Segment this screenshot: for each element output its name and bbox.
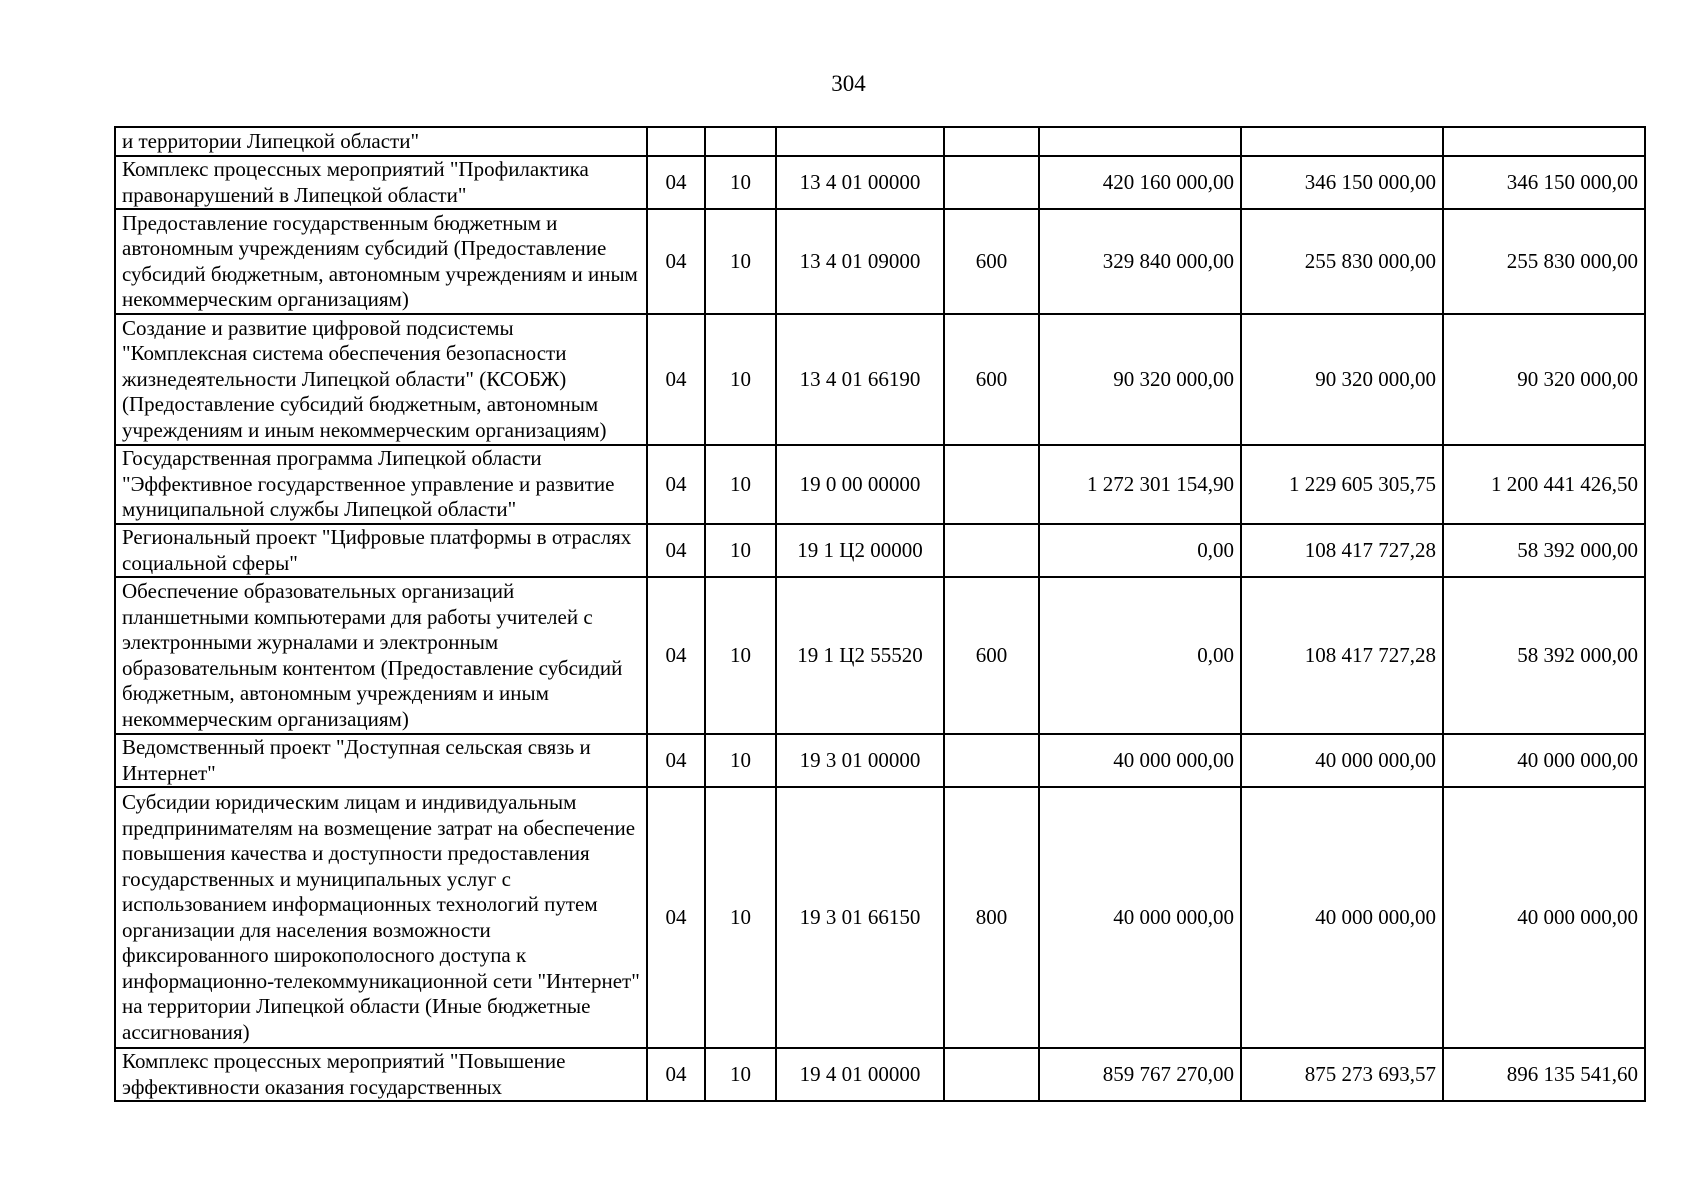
amount-year-1: 0,00 [1039,524,1241,577]
amount-year-3 [1443,127,1645,156]
subsection-code: 10 [705,156,776,209]
expense-type-code [944,156,1039,209]
amount-year-3: 346 150 000,00 [1443,156,1645,209]
row-name: Региональный проект "Цифровые платформы в отраслях социальной сферы" [115,524,647,577]
row-name: и территории Липецкой области" [115,127,647,156]
amount-year-2 [1241,127,1443,156]
amount-year-2: 40 000 000,00 [1241,787,1443,1048]
table-row [115,209,1645,314]
amount-year-1: 1 272 301 154,90 [1039,445,1241,524]
row-name: Комплекс процессных мероприятий "Повышение эффективности оказания государственных [115,1048,647,1101]
row-name: Обеспечение образовательных организаций планшетными компьютерами для работы учителей с электронными журналами и электронным образовательным контентом (Предоставление субсидий бюджетным, автономным учреждениям и иным некоммерческим организациям) [115,577,647,734]
section-code: 04 [647,524,705,577]
amount-year-1: 420 160 000,00 [1039,156,1241,209]
amount-year-1: 40 000 000,00 [1039,734,1241,787]
section-code: 04 [647,787,705,1048]
target-article-code: 19 1 Ц2 55520 [776,577,944,734]
table-row [115,314,1645,445]
expense-type-code [944,524,1039,577]
amount-year-3: 58 392 000,00 [1443,577,1645,734]
section-code [647,127,705,156]
amount-year-3: 90 320 000,00 [1443,314,1645,445]
subsection-code: 10 [705,577,776,734]
target-article-code: 19 3 01 66150 [776,787,944,1048]
amount-year-1: 329 840 000,00 [1039,209,1241,314]
target-article-code: 13 4 01 00000 [776,156,944,209]
subsection-code: 10 [705,787,776,1048]
amount-year-1: 40 000 000,00 [1039,787,1241,1048]
amount-year-3: 40 000 000,00 [1443,734,1645,787]
table-row [115,577,1645,734]
subsection-code [705,127,776,156]
table-row [115,156,1645,209]
amount-year-2: 255 830 000,00 [1241,209,1443,314]
budget-table [114,126,1646,1102]
section-code: 04 [647,156,705,209]
table-row [115,787,1645,1048]
amount-year-2: 40 000 000,00 [1241,734,1443,787]
target-article-code: 19 3 01 00000 [776,734,944,787]
amount-year-3: 58 392 000,00 [1443,524,1645,577]
expense-type-code [944,445,1039,524]
amount-year-3: 40 000 000,00 [1443,787,1645,1048]
amount-year-2: 1 229 605 305,75 [1241,445,1443,524]
expense-type-code: 600 [944,577,1039,734]
expense-type-code: 600 [944,209,1039,314]
amount-year-1: 859 767 270,00 [1039,1048,1241,1101]
amount-year-1: 0,00 [1039,577,1241,734]
section-code: 04 [647,314,705,445]
expense-type-code: 800 [944,787,1039,1048]
section-code: 04 [647,734,705,787]
target-article-code: 19 1 Ц2 00000 [776,524,944,577]
expense-type-code [944,1048,1039,1101]
target-article-code: 19 0 00 00000 [776,445,944,524]
amount-year-1 [1039,127,1241,156]
table-row [115,445,1645,524]
row-name: Комплекс процессных мероприятий "Профилактика правонарушений в Липецкой области" [115,156,647,209]
target-article-code: 19 4 01 00000 [776,1048,944,1101]
amount-year-2: 90 320 000,00 [1241,314,1443,445]
target-article-code: 13 4 01 66190 [776,314,944,445]
table-row [115,127,1645,156]
subsection-code: 10 [705,314,776,445]
section-code: 04 [647,445,705,524]
amount-year-3: 255 830 000,00 [1443,209,1645,314]
page-number: 304 [831,71,866,96]
subsection-code: 10 [705,445,776,524]
amount-year-3: 1 200 441 426,50 [1443,445,1645,524]
section-code: 04 [647,209,705,314]
row-name: Ведомственный проект "Доступная сельская связь и Интернет" [115,734,647,787]
table-row [115,1048,1645,1101]
section-code: 04 [647,577,705,734]
row-name: Создание и развитие цифровой подсистемы "Комплексная система обеспечения безопасности жизнедеятельности Липецкой области" (КСОБЖ) (Предоставление субсидий бюджетным, автономным учреждениям и иным некоммерческим организациям) [115,314,647,445]
expense-type-code [944,734,1039,787]
subsection-code: 10 [705,209,776,314]
subsection-code: 10 [705,1048,776,1101]
amount-year-2: 875 273 693,57 [1241,1048,1443,1101]
subsection-code: 10 [705,734,776,787]
amount-year-1: 90 320 000,00 [1039,314,1241,445]
amount-year-2: 108 417 727,28 [1241,577,1443,734]
section-code: 04 [647,1048,705,1101]
table-row [115,524,1645,577]
amount-year-3: 896 135 541,60 [1443,1048,1645,1101]
expense-type-code [944,127,1039,156]
target-article-code: 13 4 01 09000 [776,209,944,314]
row-name: Субсидии юридическим лицам и индивидуальным предпринимателям на возмещение затрат на обеспечение повышения качества и доступности предоставления государственных и муниципальных услуг с использованием информационных технологий путем организации для населения возможности фиксированного широкополосного доступа к информационно-телекоммуникационной сети "Интернет" на территории Липецкой области (Иные бюджетные ассигнования) [115,787,647,1048]
expense-type-code: 600 [944,314,1039,445]
amount-year-2: 346 150 000,00 [1241,156,1443,209]
row-name: Предоставление государственным бюджетным и автономным учреждениям субсидий (Предоставление субсидий бюджетным, автономным учреждениям и иным некоммерческим организациям) [115,209,647,314]
table-row [115,734,1645,787]
target-article-code [776,127,944,156]
amount-year-2: 108 417 727,28 [1241,524,1443,577]
subsection-code: 10 [705,524,776,577]
row-name: Государственная программа Липецкой области "Эффективное государственное управление и развитие муниципальной службы Липецкой области" [115,445,647,524]
